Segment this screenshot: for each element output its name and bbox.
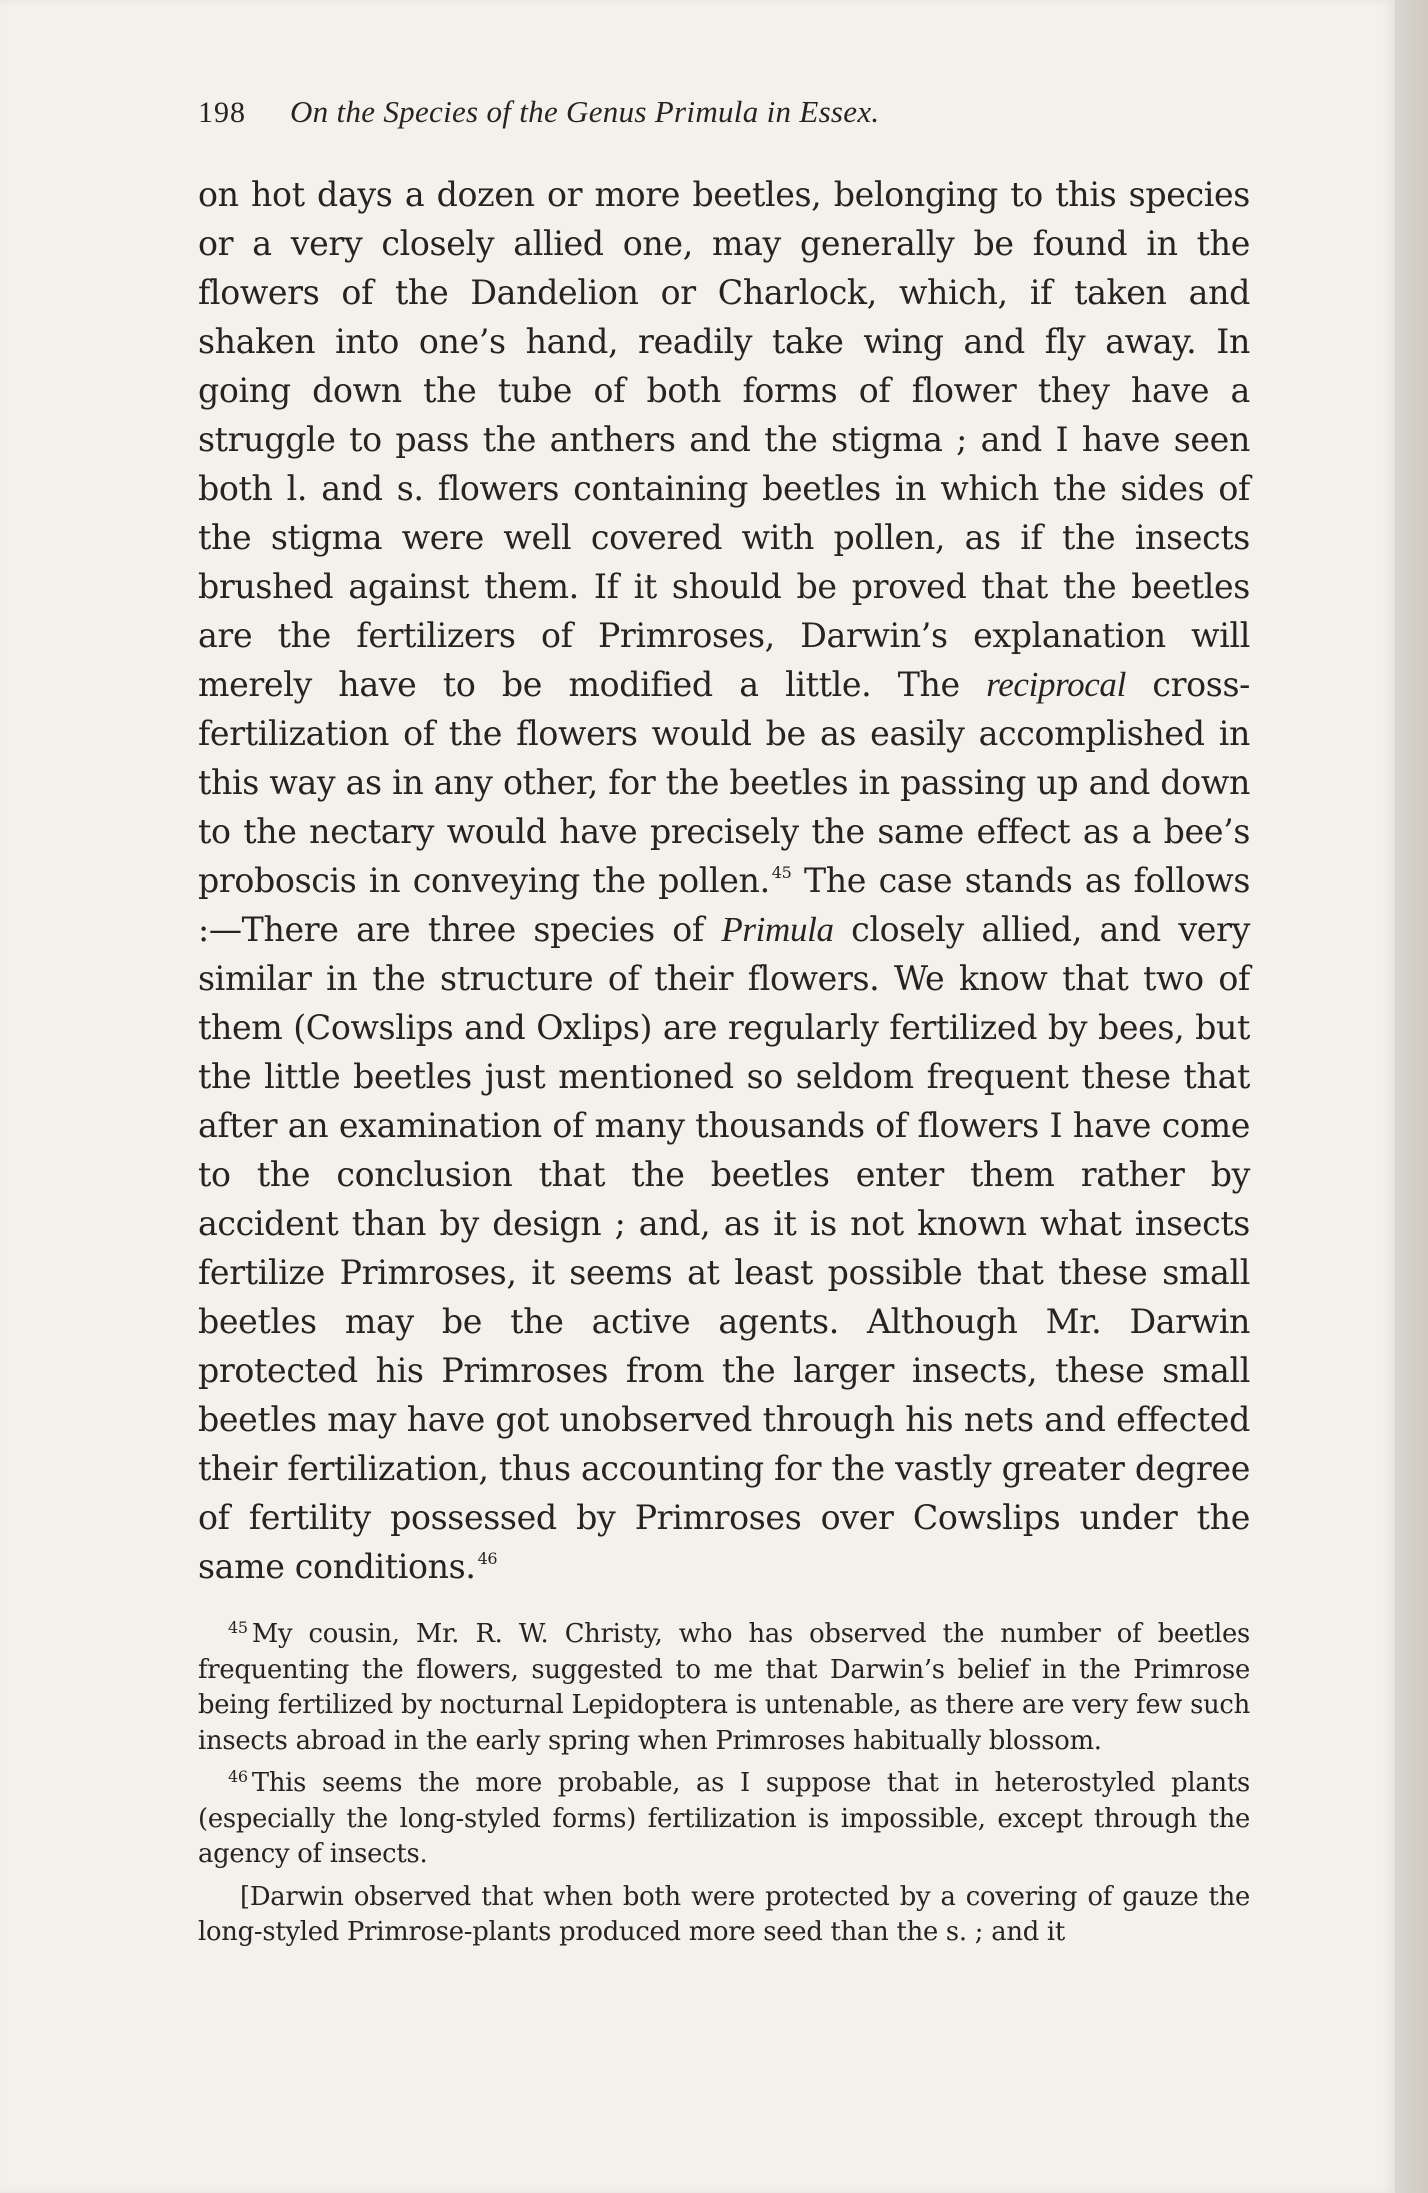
footnote-marker: 46 [228, 1767, 248, 1786]
running-head [198, 94, 1250, 134]
italic-reciprocal: reciprocal [986, 665, 1126, 704]
footnote-45 [198, 1617, 1250, 1759]
body-paragraph [198, 170, 1250, 1591]
editor-note: [Darwin observed that when both were protected by a covering of gauze the long-styled Primrose-plants produced more seed than the s. ; and it [198, 1881, 1250, 1947]
italic-primula: Primula [721, 910, 834, 949]
body-text-part-1: on hot days a dozen or more beetles, belonging to this species or a very closely allied one, may generally be found in the flowers of the Dandelion or Charlock, which, if taken and shaken into one’s hand, readily take wing and fly away. In going down the tube of both forms of flower they have a struggle to pass the anthers and the stigma ; and I have seen both l. and s. flowers containing beetles in which the sides of the stigma were well covered with pollen, as if the insects brushed against them. If it should be proved that the beetles are the fertilizers of Primroses, Darwin’s explanation will merely have to be modified a little. The [198, 175, 1250, 704]
body-text-part-3: The case stands as follows :—There are three species of [198, 861, 1251, 949]
running-title: On the Species of the Genus Primula in Essex. [290, 94, 880, 129]
page-edge [1395, 0, 1428, 2193]
footnote-ref-45[interactable]: 45 [771, 863, 792, 882]
footnote-text: This seems the more probable, as I suppose that in heterostyled plants (especially the long-styled forms) fertilization is impossible, except through the agency of insects. [198, 1768, 1250, 1869]
body-text-part-4: closely allied, and very similar in the structure of their flowers. We know that two of them (Cowslips and Oxlips) are regularly fertilized by bees, but the little beetles just mentioned so seldom frequent these that after an examination of many thousands of flowers I have come to the conclusion that the beetles enter them rather by accident than by design ; and, as it is not known what insects fertilize Primroses, it seems at least possible that these small beetles may be the active agents. Although Mr. Darwin protected his Primroses from the larger insects, these small beetles may have got unobserved through his nets and effected their fertilization, thus accounting for the vastly greater degree of fertility possessed by Primroses over Cowslips under the same conditions. [198, 910, 1250, 1586]
footnote-marker: 45 [228, 1618, 248, 1637]
footnote-ref-46[interactable]: 46 [477, 1549, 498, 1568]
page-number: 198 [198, 96, 246, 129]
footnote-46 [198, 1766, 1250, 1873]
body-text-part-2: cross-fertilization of the flowers would be as easily accomplished in this way as in any other, for the beetles in passing up and down to the nectary would have precisely the same effect as a bee’s proboscis in conveying the pollen. [198, 665, 1250, 900]
footnotes [198, 1617, 1250, 1951]
text-column [198, 94, 1250, 1951]
footnote-text: My cousin, Mr. R. W. Christy, who has observed the number of beetles frequenting the flowers, suggested to me that Darwin’s belief in the Primrose being fertilized by nocturnal Lepidoptera is untenable, as there are very few such insects abroad in the early spring when Primroses habitually blossom. [198, 1619, 1250, 1756]
